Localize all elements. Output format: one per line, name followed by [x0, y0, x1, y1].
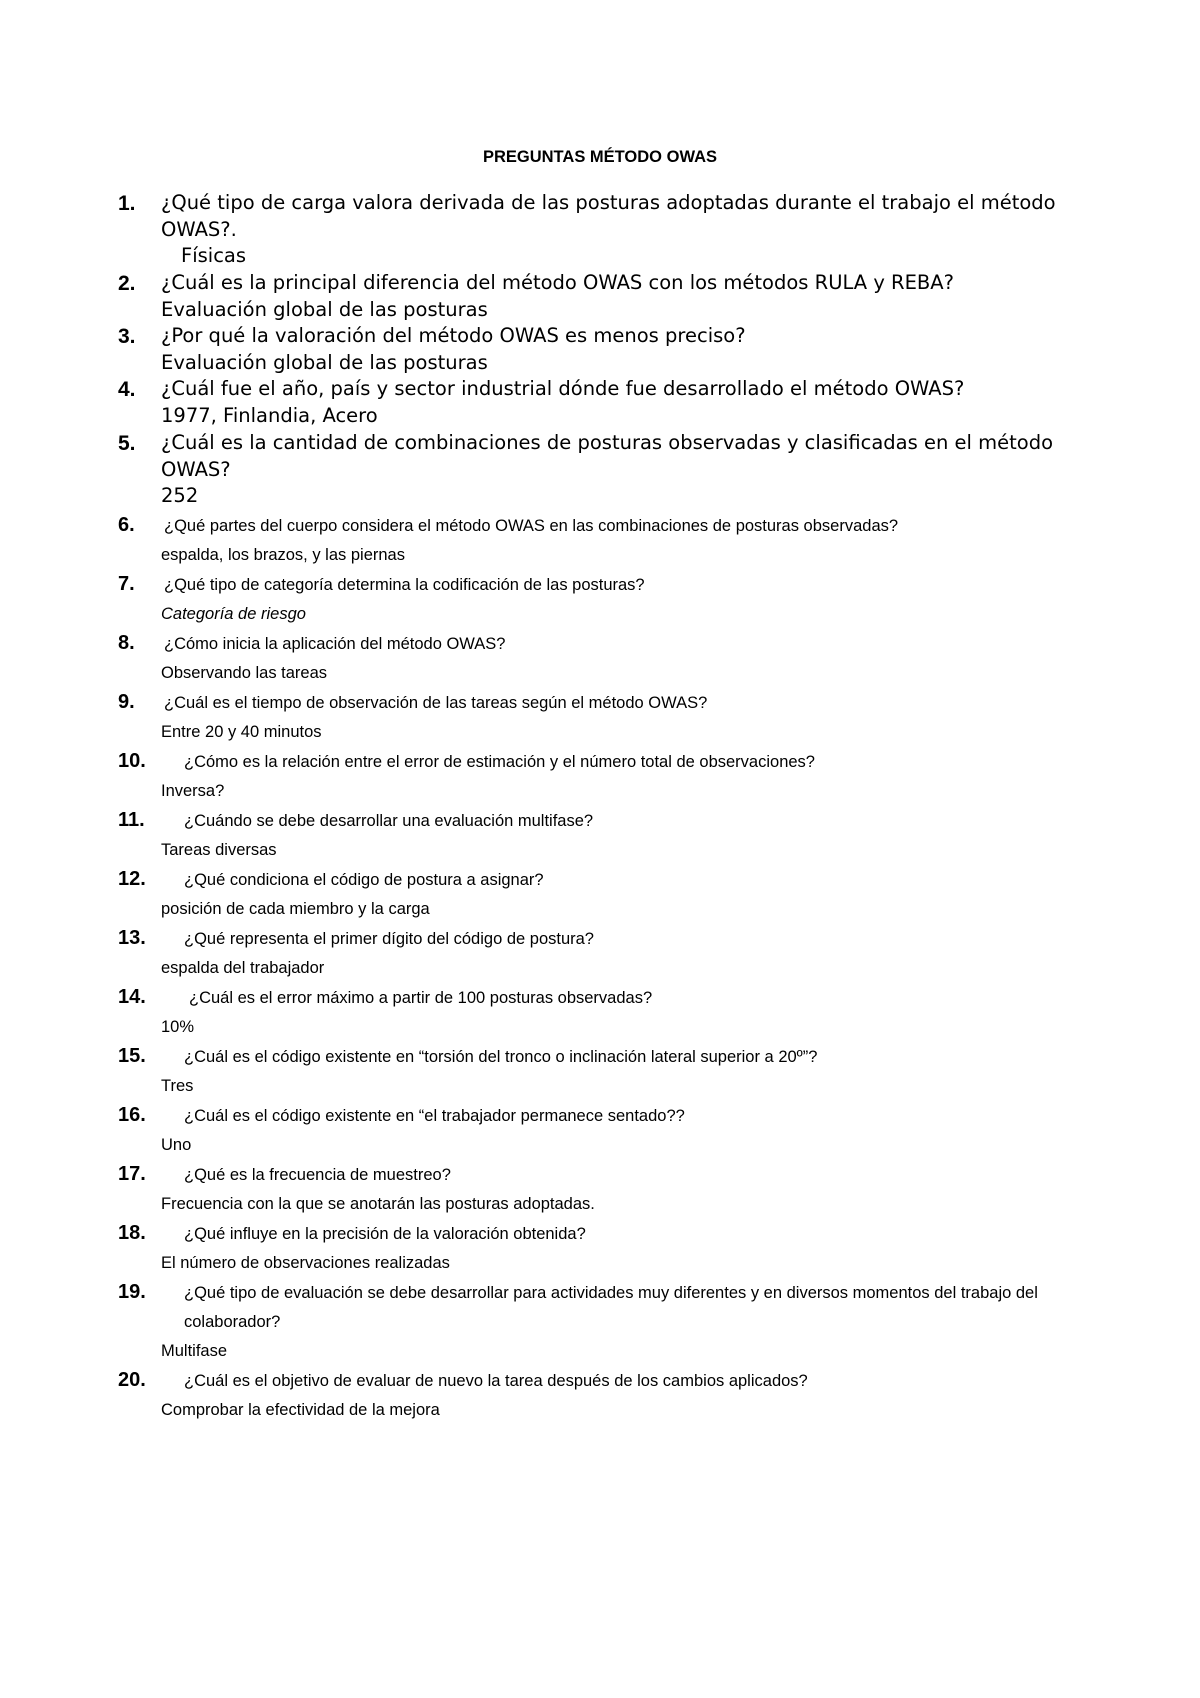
question-number: 8. [118, 632, 135, 654]
question-number: 2. [118, 272, 136, 295]
answer-text: Observando las tareas [161, 664, 328, 682]
question-text: ¿Cuál es la principal diferencia del método OWAS con los métodos RULA y REBA? [161, 271, 954, 294]
question-item [118, 748, 1118, 806]
question-number: 3. [118, 325, 136, 348]
answer-text: espalda del trabajador [161, 959, 325, 977]
question-item [118, 925, 1118, 983]
answer-text: Físicas [181, 244, 247, 267]
answer-text: espalda, los brazos, y las piernas [161, 546, 405, 564]
question-item [118, 1367, 1118, 1425]
question-text: ¿Qué tipo de evaluación se debe desarrollar para actividades muy diferentes y en diversos momentos del trabajo del colaborador? [184, 1284, 1038, 1331]
answer-text: Categoría de riesgo [161, 605, 306, 623]
question-item [118, 376, 1118, 429]
answer-text: 1977, Finlandia, Acero [161, 403, 378, 427]
question-number: 15. [118, 1045, 146, 1067]
question-item [118, 1161, 1118, 1219]
answer-text: 10% [161, 1018, 195, 1036]
question-text: ¿Cuándo se debe desarrollar una evaluación multifase? [184, 812, 594, 830]
question-text: ¿Cuál es el error máximo a partir de 100 posturas observadas? [189, 989, 653, 1007]
question-number: 19. [118, 1281, 146, 1303]
answer-text: Tres [161, 1077, 194, 1095]
question-text: ¿Qué influye en la precisión de la valoración obtenida? [184, 1225, 586, 1243]
question-text: ¿Cuál es el objetivo de evaluar de nuevo la tarea después de los cambios aplicados? [184, 1372, 808, 1390]
question-number: 14. [118, 986, 146, 1008]
question-item [118, 866, 1118, 924]
answer-text: Entre 20 y 40 minutos [161, 723, 322, 741]
question-text: ¿Cuál fue el año, país y sector industrial dónde fue desarrollado el método OWAS? [161, 377, 965, 400]
answer-text: Inversa? [161, 782, 225, 800]
question-item [118, 807, 1118, 865]
question-number: 1. [118, 192, 136, 215]
question-number: 12. [118, 868, 146, 890]
question-item [118, 1220, 1118, 1278]
question-item [118, 689, 1118, 747]
question-text: ¿Qué representa el primer dígito del código de postura? [184, 930, 594, 948]
question-text: ¿Cómo inicia la aplicación del método OWAS? [164, 635, 506, 653]
question-number: 17. [118, 1163, 146, 1185]
question-number: 5. [118, 432, 136, 455]
question-number: 20. [118, 1369, 146, 1391]
answer-text: Evaluación global de las posturas [161, 350, 488, 374]
question-item [118, 430, 1118, 510]
question-text: ¿Qué tipo de categoría determina la codificación de las posturas? [164, 576, 645, 594]
question-text: ¿Cuál es la cantidad de combinaciones de posturas observadas y clasificadas en el método OWAS? [161, 431, 1054, 481]
question-item [118, 984, 1118, 1042]
question-text: ¿Qué es la frecuencia de muestreo? [184, 1166, 451, 1184]
answer-text: Evaluación global de las posturas [161, 297, 488, 321]
question-item [118, 1279, 1118, 1366]
answer-text: Uno [161, 1136, 192, 1154]
question-number: 7. [118, 573, 135, 595]
question-text: ¿Qué condiciona el código de postura a asignar? [184, 871, 544, 889]
document-title: PREGUNTAS MÉTODO OWAS [482, 148, 718, 166]
question-number: 6. [118, 514, 135, 536]
question-item [118, 1043, 1118, 1101]
question-text: ¿Qué partes del cuerpo considera el método OWAS en las combinaciones de posturas observadas? [164, 517, 899, 535]
question-number: 9. [118, 691, 135, 713]
question-number: 13. [118, 927, 146, 949]
question-item [118, 190, 1118, 270]
question-text: ¿Qué tipo de carga valora derivada de las posturas adoptadas durante el trabajo el método OWAS?. [161, 191, 1056, 241]
answer-text: Tareas diversas [161, 841, 277, 859]
question-text: ¿Por qué la valoración del método OWAS es menos preciso? [161, 324, 746, 347]
answer-text: Frecuencia con la que se anotarán las posturas adoptadas. [161, 1195, 595, 1213]
question-item [118, 630, 1118, 688]
answer-text: posición de cada miembro y la carga [161, 900, 430, 918]
question-item [118, 512, 1118, 570]
question-text: ¿Cuál es el código existente en “torsión del tronco o inclinación lateral superior a 20º”? [184, 1048, 818, 1066]
question-item [118, 1102, 1118, 1160]
question-item [118, 270, 1118, 323]
question-item [118, 571, 1118, 629]
question-item [118, 323, 1118, 376]
answer-text: El número de observaciones realizadas [161, 1254, 450, 1272]
question-text: ¿Cómo es la relación entre el error de estimación y el número total de observaciones? [184, 753, 815, 771]
question-number: 11. [118, 809, 145, 831]
answer-text: Multifase [161, 1342, 228, 1360]
answer-text: 252 [161, 484, 199, 507]
question-number: 16. [118, 1104, 146, 1126]
question-text: ¿Cuál es el tiempo de observación de las tareas según el método OWAS? [164, 694, 708, 712]
answer-text: Comprobar la efectividad de la mejora [161, 1401, 440, 1419]
question-number: 4. [118, 378, 136, 401]
question-text: ¿Cuál es el código existente en “el trabajador permanece sentado?? [184, 1107, 685, 1125]
question-number: 10. [118, 750, 146, 772]
question-number: 18. [118, 1222, 146, 1244]
